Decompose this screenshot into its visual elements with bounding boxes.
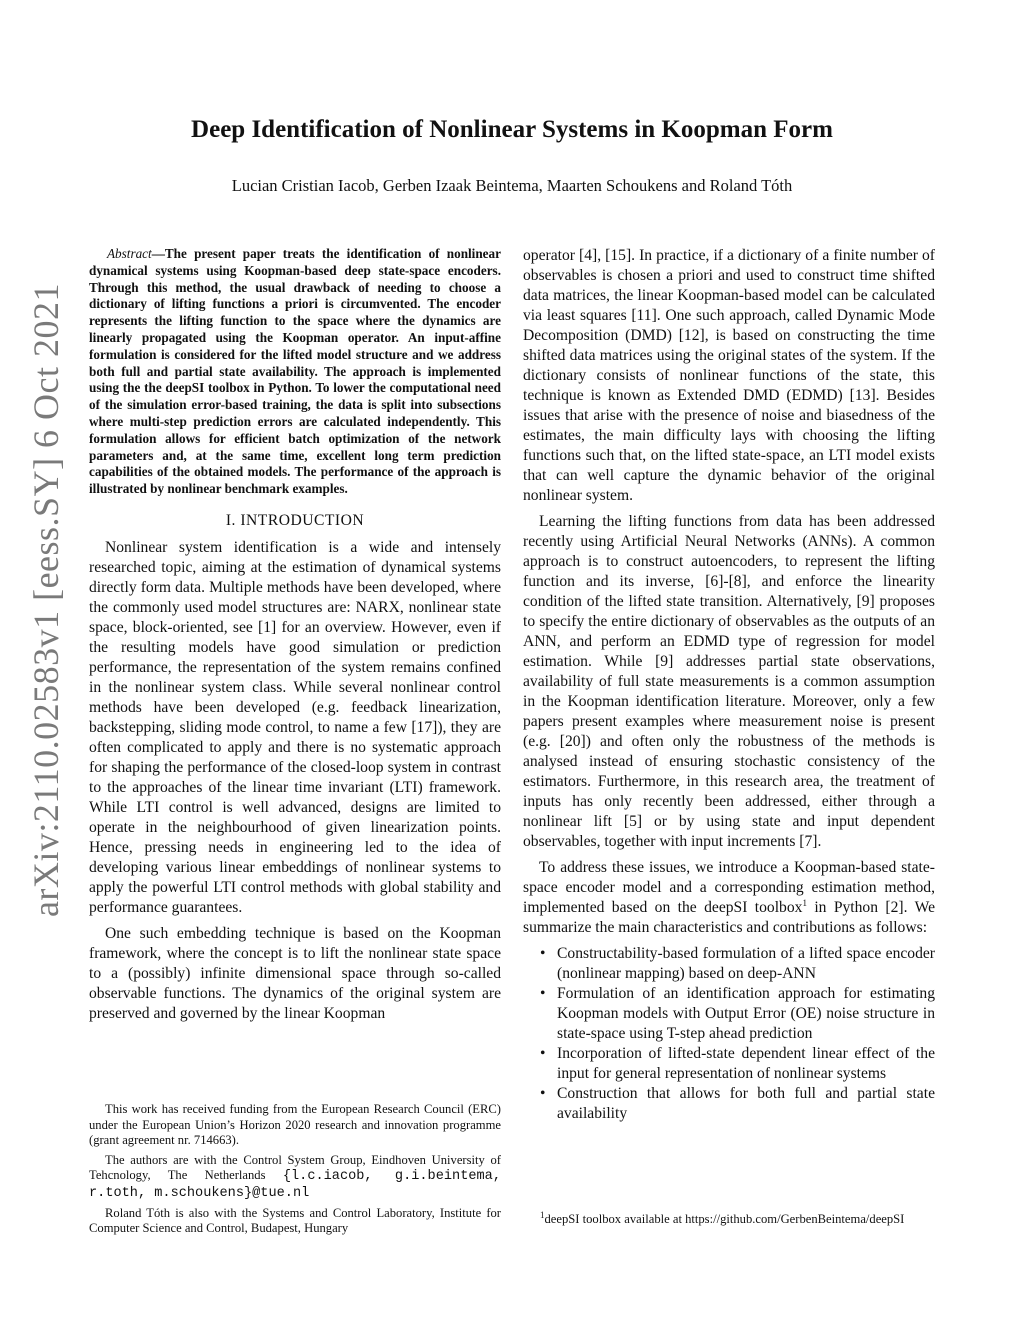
toth-affiliation-note: Roland Tóth is also with the Systems and Control Laboratory, Institute for Computer Science and Control, Budapest, Hungary (89, 1205, 501, 1236)
abstract-label: Abstract (107, 246, 152, 261)
intro-paragraph-4: Learning the lifting functions from data has been addressed recently using Artificial Neural Networks (ANNs). A common approach is to construct autoencoders, to represent the lifting function and its inverse, [6]-[8], and enforce the linearity condition of the lifted state transition. Alternatively, [9] proposes to specify the entire dictionary of observables as the outputs of an ANN, and perform an EDMD type of regression for model estimation. While [9] addresses partial state observations, availability of full state measurements is a common assumption in the Koopman identification literature. Moreover, only a few papers present examples where measurement noise is present (e.g. [20]) and often only the robustness of the methods is analysed instead of ensuring stochastic consistency of the estimators. Furthermore, in this research area, the treatment of inputs has only recently been addressed, either through a nonlinear lift [5] or by using state and input dependent observables, together with input increments [7]. (523, 513, 935, 850)
contribution-list (523, 944, 935, 1124)
deepsi-footnote-text: deepSI toolbox available at https://github.com/GerbenBeintema/deepSI (544, 1212, 905, 1226)
funding-note: This work has received funding from the European Research Council (ERC) under the European Union’s Horizon 2020 research and innovation programme (grant agreement nr. 714663). (89, 1102, 501, 1148)
arxiv-identifier (20, 250, 72, 950)
footnote-ref-1: 1 (802, 897, 807, 908)
p5-text-after: in Python [2]. We summarize the main characteristics and contributions as follows: (523, 899, 935, 936)
contribution-item: • Incorporation of lifted-state dependent linear effect of the input for general representation of nonlinear systems (557, 1044, 935, 1084)
intro-paragraph-3: operator [4], [15]. In practice, if a dictionary of a finite number of observables is chosen a priori and used to construct time shifted data matrices, the linear Koopman-based model can be calculated via least squares [11]. One such approach, called Dynamic Mode Decomposition (DMD) [12], is based on constructing the time shifted data matrices using the original states of the system. If the dictionary consists of nonlinear functions of the state, this technique is known as Extended DMD (EDMD) [13]. Besides issues that arise with the presence of noise and biasedness of the estimates, the main difficulty lays with choosing the lifting functions such that, on the lifted state-space, an LTI model exists that can well capture the dynamic behavior of the original nonlinear system. (523, 247, 935, 504)
deepsi-footnote (540, 1209, 905, 1228)
abstract-dash: — (151, 246, 165, 261)
affiliation-text: The authors are with the Control System Group, Eindhoven University of Tehcnology, The Netherlands (89, 1152, 501, 1183)
footnote-mark-1: 1 (540, 1209, 545, 1220)
contribution-item: • Constructability-based formulation of a lifted space encoder (nonlinear mapping) based on deep-ANN (557, 944, 935, 984)
affiliation-note (89, 1153, 501, 1202)
author-list: Lucian Cristian Iacob, Gerben Izaak Beintema, Maarten Schoukens and Roland Tóth (231, 176, 793, 195)
p5-text-before: To address these issues, we introduce a Koopman-based state-space encoder model and a corresponding estimation method, implemented based on the deepSI toolbox (523, 859, 935, 916)
left-column (89, 246, 501, 1030)
abstract-text: The present paper treats the identification of nonlinear dynamical systems using Koopman-based deep state-space encoders. Through this method, the usual drawback of needing to choose a dictionary of lifting functions a priori is circumvented. The encoder represents the lifting function to the space where the dynamics are linearly propagated using the Koopman operator. An input-affine formulation is considered for the lifted model structure and we address both full and partial state availability. The approach is implemented using the the deepSI toolbox in Python. To lower the computational need of the simulation error-based training, the data is split into subsections where multi-step prediction errors are calculated independently. This formulation allows for efficient batch optimization of the network parameters and, at the same time, excellent long term prediction capabilities of the obtained models. The performance of the approach is illustrated by nonlinear benchmark examples. (89, 246, 501, 497)
section-heading-introduction: I. INTRODUCTION (225, 511, 365, 529)
first-page-footnotes (89, 1102, 501, 1241)
intro-paragraph-5 (523, 858, 935, 938)
abstract (89, 246, 501, 498)
contribution-item: • Formulation of an identification approach for estimating Koopman models with Output Error (OE) noise structure in state-space using T-step ahead prediction (557, 984, 935, 1044)
affiliation-emails: {l.c.iacob, g.i.beintema, r.toth, m.schoukens}@tue.nl (89, 1169, 501, 1201)
paper-title: Deep Identification of Nonlinear Systems in Koopman Form (191, 116, 833, 143)
contribution-item: • Construction that allows for both full and partial state availability (557, 1084, 935, 1124)
right-column (523, 246, 935, 1124)
intro-paragraph-1: Nonlinear system identification is a wide and intensely researched topic, aiming at the estimation of dynamical systems directly form data. Multiple methods have been developed, where the commonly used model structures are: NARX, nonlinear state space, block-oriented, see [1] for an overview. However, even if the resulting models have good simulation or prediction performance, the representation of the system remains confined in the nonlinear system class. While several nonlinear control methods have been developed (e.g. feedback linearization, backstepping, sliding mode control, to name a few [17]), they are often complicated to apply and there is no systematic approach for shaping the performance of the closed-loop system in contrast to the approaches of the linear time invariant (LTI) framework. While LTI control is well advanced, designs are limited to operate in the neighbourhood of given linearization points. Hence, pressing needs in engineering led to the idea of developing various linear embeddings of nonlinear systems to apply the powerful LTI control methods with global stability and performance guarantees. (89, 538, 501, 916)
arxiv-id-text: arXiv:2110.02583v1 [eess.SY] 6 Oct 2021 (26, 282, 66, 918)
intro-paragraph-2: One such embedding technique is based on the Koopman framework, where the concept is to lift the nonlinear state space to a (possibly) infinite dimensional space through so-called observable functions. The dynamics of the original system are preserved and governed by the linear Koopman (89, 924, 501, 1022)
